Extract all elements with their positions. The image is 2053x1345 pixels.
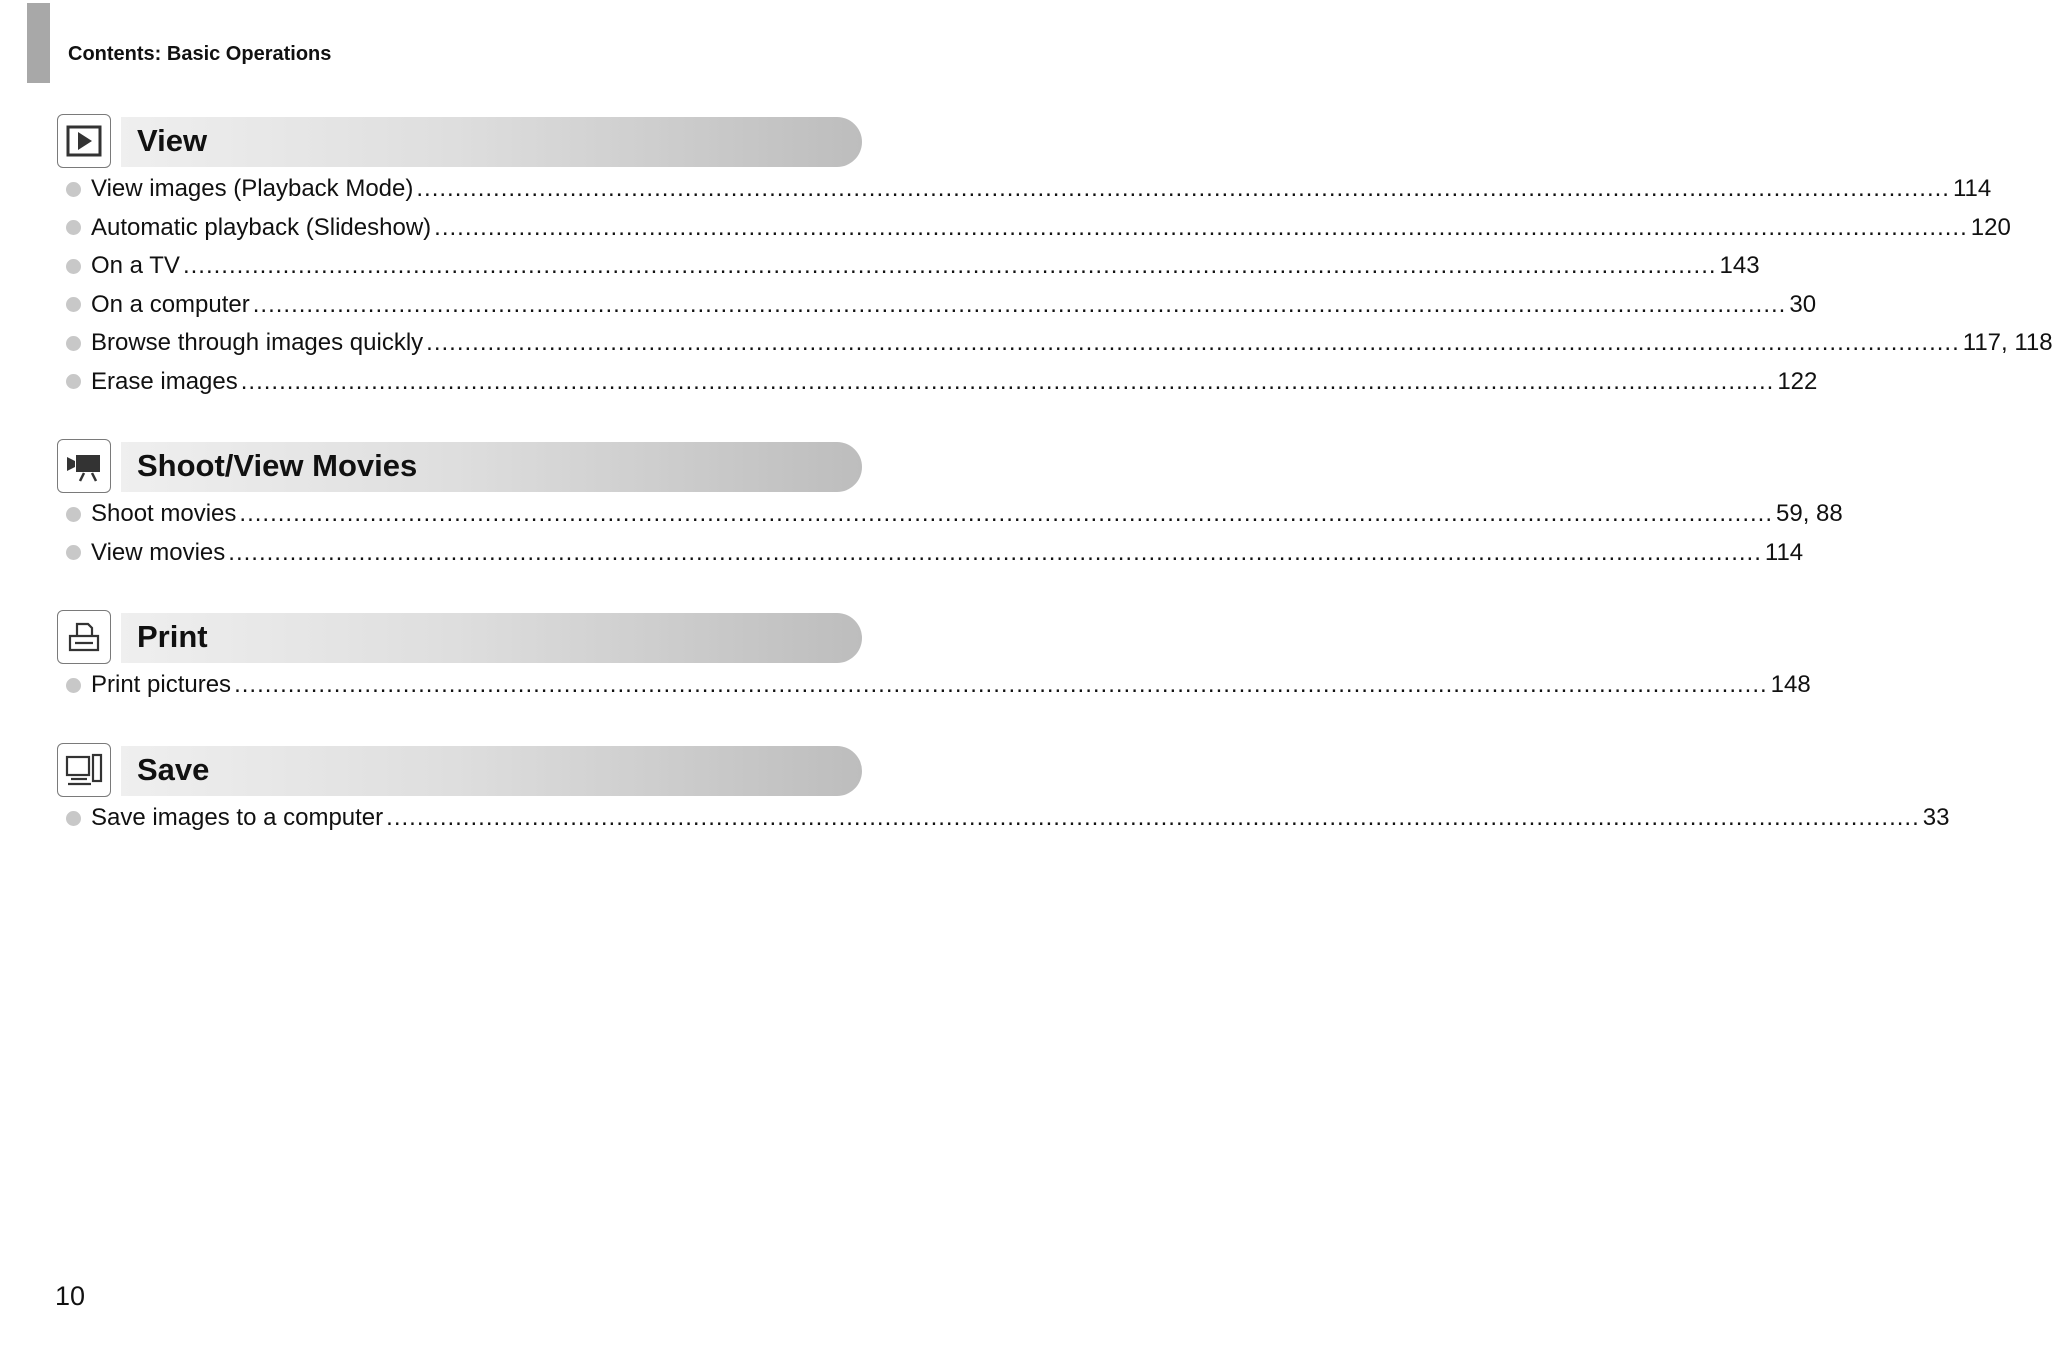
entry-page[interactable]: 148 (1770, 671, 1811, 699)
section-header (57, 114, 862, 170)
bullet-icon (66, 336, 81, 351)
movie-camera-icon (57, 439, 111, 493)
dot-leader: ........................................................................................................................................................................................................ (386, 804, 1920, 832)
entry-page[interactable]: 117, 118 (1962, 329, 2053, 357)
toc-entry[interactable] (57, 495, 1843, 534)
section-header (57, 610, 862, 666)
entry-label: Automatic playback (Slideshow) (91, 213, 432, 241)
page-number: 10 (55, 1281, 86, 1311)
section-header (57, 439, 862, 495)
dot-leader: ........................................................................................................................................................................................................ (240, 367, 1775, 395)
entry-label: View images (Playback Mode) (91, 175, 414, 203)
entry-page[interactable]: 59, 88 (1776, 500, 1843, 528)
entry-page[interactable]: 33 (1922, 804, 1950, 832)
toc-entry[interactable] (57, 247, 1760, 286)
section-title: Shoot/View Movies (137, 448, 418, 483)
bullet-icon (66, 374, 81, 389)
bullet-icon (66, 182, 81, 197)
toc-entry[interactable] (57, 209, 2011, 248)
entry-label: Browse through images quickly (91, 329, 424, 357)
side-tab-marker (27, 3, 50, 83)
entry-page[interactable]: 30 (1789, 290, 1817, 318)
toc-entry[interactable] (57, 363, 1818, 402)
dot-leader: ........................................................................................................................................................................................................ (182, 252, 1717, 280)
entry-page[interactable]: 114 (1764, 538, 1804, 566)
section-title: Print (137, 619, 208, 654)
bullet-icon (66, 678, 81, 693)
bullet-icon (66, 811, 81, 826)
printer-icon (57, 610, 111, 664)
entry-page[interactable]: 114 (1952, 175, 1992, 203)
section-title-bar (121, 117, 862, 167)
dot-leader: ........................................................................................................................................................................................................ (416, 175, 1950, 203)
section-title-bar (121, 613, 862, 663)
entry-label: Save images to a computer (91, 804, 384, 832)
dot-leader: ........................................................................................................................................................................................................ (234, 671, 1768, 699)
dot-leader: ........................................................................................................................................................................................................ (239, 500, 1773, 528)
running-head: Contents: Basic Operations (68, 43, 332, 65)
entry-label: View movies (91, 538, 226, 566)
section-movies (57, 439, 1843, 572)
entry-list (57, 495, 1843, 572)
entry-page[interactable]: 120 (1970, 213, 2011, 241)
entry-label: Erase images (91, 367, 238, 395)
bullet-icon (66, 220, 81, 235)
entry-list (57, 170, 2053, 401)
entry-label: Shoot movies (91, 500, 237, 528)
section-title-bar (121, 746, 862, 796)
entry-page[interactable]: 143 (1719, 252, 1760, 280)
computer-icon (57, 743, 111, 797)
playback-icon (57, 114, 111, 168)
bullet-icon (66, 259, 81, 274)
entry-label: On a computer (91, 290, 250, 318)
toc-entry[interactable] (57, 170, 1992, 209)
toc-entry[interactable] (57, 799, 1950, 838)
entry-label: Print pictures (91, 671, 232, 699)
dot-leader: ........................................................................................................................................................................................................ (426, 329, 1960, 357)
entry-list (57, 666, 1811, 705)
toc-entry[interactable] (57, 534, 1804, 573)
section-print (57, 610, 1811, 705)
dot-leader: ........................................................................................................................................................................................................ (252, 290, 1787, 318)
entry-list (57, 799, 1950, 838)
section-header (57, 743, 862, 799)
toc-entry[interactable] (57, 666, 1811, 705)
toc-entry[interactable] (57, 286, 1817, 325)
entry-page[interactable]: 122 (1777, 367, 1818, 395)
section-title: Save (137, 752, 210, 787)
section-view (57, 114, 2053, 401)
dot-leader: ........................................................................................................................................................................................................ (434, 213, 1968, 241)
bullet-icon (66, 507, 81, 522)
dot-leader: ........................................................................................................................................................................................................ (228, 538, 1762, 566)
toc-entry[interactable] (57, 324, 2053, 363)
section-save (57, 743, 1950, 838)
bullet-icon (66, 545, 81, 560)
bullet-icon (66, 297, 81, 312)
section-title: View (137, 123, 208, 158)
entry-label: On a TV (91, 252, 180, 280)
